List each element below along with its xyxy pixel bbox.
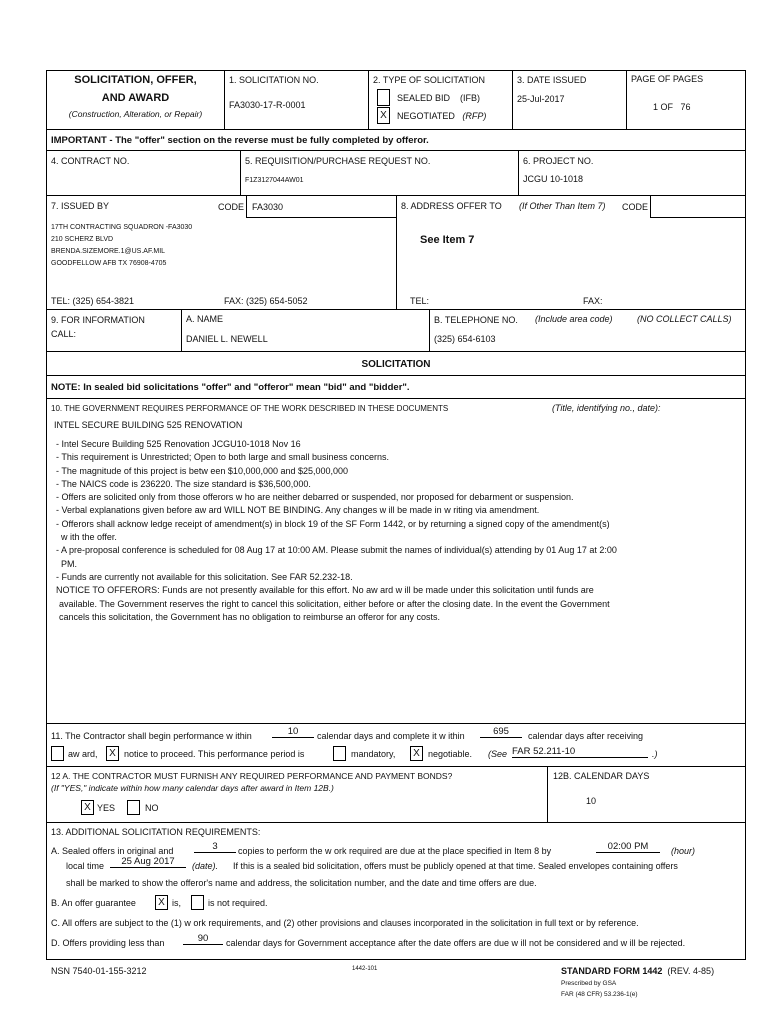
info-call-label: CALL:	[51, 329, 77, 339]
description-line: - A pre-proposal conference is scheduled for 08 Aug 17 at 10:00 AM. Please submit the names of individual(s) attending by 01 Aug 17 at 2:00	[56, 545, 617, 556]
solicitation-heading: SOLICITATION	[361, 359, 431, 370]
project-no[interactable]: JCGU 10-1018	[523, 174, 584, 184]
item13c-text: C. All offers are subject to the (1) w ork requirements, and (2) other provisions and clauses incorporated in the solicitation in full text or by reference.	[51, 918, 639, 928]
standard-form-name: STANDARD FORM 1442	[561, 966, 663, 976]
description-line: available. The Government reserves the right to cancel this solicitation, either before or after the closing date. In the event the Government	[59, 598, 610, 609]
description-line: - Intel Secure Building 525 Renovation JCGU10-1018 Nov 16	[56, 439, 301, 449]
item12b-label: 12B. CALENDAR DAYS	[553, 771, 650, 781]
date-issued[interactable]: 25-Jul-2017	[517, 94, 565, 104]
info-no-collect: (NO COLLECT CALLS)	[637, 314, 732, 324]
solicitation-no[interactable]: FA3030-17-R-0001	[229, 100, 306, 110]
issued-by-address	[51, 222, 192, 270]
begin-days[interactable]: 10	[272, 726, 314, 738]
negotiable-label: negotiable.	[428, 749, 473, 759]
ntp-label: notice to proceed. This performance period is	[124, 749, 305, 759]
item12a-hint: (If "YES," indicate within how many calendar days after award in Item 12B.)	[51, 783, 334, 793]
description-line: - Verbal explanations given before aw ard WILL NOT BE BINDING. Any changes w ill be made in w riting via amendment.	[56, 505, 540, 516]
page-of-pages: 1 OF 76	[653, 102, 691, 112]
guarantee-is-label: is,	[172, 898, 181, 908]
ntp-checkbox[interactable]: X	[106, 746, 119, 761]
form-title-line2: AND AWARD	[101, 92, 170, 104]
item10-title: INTEL SECURE BUILDING 525 RENOVATION	[54, 420, 243, 430]
info-phone-hint: (Include area code)	[535, 314, 613, 324]
sealed-bid-ifb: (IFB)	[460, 93, 481, 103]
negotiated-text: NEGOTIATED	[397, 111, 455, 121]
description-line: - The magnitude of this project is betw een $10,000,000 and $25,000,000	[56, 465, 349, 476]
item11-text-b: calendar days and complete it w ithin	[317, 731, 465, 741]
date-issued-label: 3. DATE ISSUED	[517, 75, 587, 85]
standard-form	[561, 966, 714, 976]
sealed-bid-label	[397, 93, 480, 103]
sealed-bid-note: NOTE: In sealed bid solicitations "offer" and "offeror" mean "bid" and "bidder".	[51, 382, 410, 393]
offer-to-hint: (If Other Than Item 7)	[519, 201, 606, 211]
award-checkbox[interactable]	[51, 746, 64, 761]
address-line: 210 SCHERZ BLVD	[51, 236, 114, 243]
negotiated-checkbox[interactable]: X	[377, 107, 390, 124]
far-reference[interactable]: FAR 52.211-10	[512, 746, 648, 758]
issued-by-tel: TEL: (325) 654-3821	[51, 296, 135, 306]
sealed-bid-text: SEALED BID	[397, 93, 451, 103]
standard-form-rev: (REV. 4-85)	[667, 966, 715, 976]
negotiated-rfp: (RFP)	[462, 111, 487, 121]
item10-label: 10. THE GOVERNMENT REQUIRES PERFORMANCE OF THE WORK DESCRIBED IN THESE DOCUMENTS	[51, 404, 449, 413]
project-no-label: 6. PROJECT NO.	[523, 156, 594, 166]
item13d-text1: D. Offers providing less than	[51, 938, 165, 948]
form-title-line1: SOLICITATION, OFFER,	[74, 74, 197, 86]
requisition-label: 5. REQUISITION/PURCHASE REQUEST NO.	[245, 156, 431, 166]
item13a-text4: shall be marked to show the offeror's name and address, the solicitation number, and the date and time offers are due.	[66, 878, 537, 888]
description-line: NOTICE TO OFFERORS: Funds are not presently available for this effort. No aw ard w ill be made under this solicitation until funds are	[56, 585, 594, 596]
offer-to-tel: TEL:	[410, 296, 430, 306]
description-line: w ith the offer.	[56, 532, 117, 543]
info-name-label: A. NAME	[186, 314, 224, 324]
address-line: BRENDA.SIZEMORE.1@US.AF.MIL	[51, 248, 166, 255]
offer-to-fax: FAX:	[583, 296, 603, 306]
info-phone-label: B. TELEPHONE NO.	[434, 315, 518, 325]
complete-days[interactable]: 695	[480, 726, 522, 738]
page-of-pages-label: PAGE OF PAGES	[631, 74, 704, 84]
see-label: (See	[488, 749, 508, 759]
description-line: - Offers are solicited only from those offerors w ho are neither debarred or suspended, nor proposed for debarment or suspension.	[56, 492, 574, 503]
calendar-days[interactable]: 10	[586, 796, 597, 806]
bonds-yes-label: YES	[97, 803, 116, 813]
item13-label: 13. ADDITIONAL SOLICITATION REQUIREMENTS:	[51, 827, 261, 837]
description-line: - This requirement is Unrestricted; Open to both large and small business concerns.	[56, 452, 389, 463]
mandatory-label: mandatory,	[351, 749, 396, 759]
offer-due-time[interactable]: 02:00 PM	[596, 841, 660, 853]
address-line: GOODFELLOW AFB TX 76908-4705	[51, 260, 167, 267]
guarantee-is-checkbox[interactable]: X	[155, 895, 168, 910]
award-label: aw ard,	[68, 749, 98, 759]
bonds-no-checkbox[interactable]	[127, 800, 140, 815]
nsn-number: NSN 7540-01-155-3212	[51, 966, 147, 976]
requisition-no[interactable]: F1Z3127044AW01	[245, 177, 304, 184]
guarantee-not-label: is not required.	[208, 898, 268, 908]
item13a-text3: If this is a sealed bid solicitation, offers must be publicly opened at that time. Sealed envelopes containing offers	[233, 861, 678, 871]
issued-by-fax: FAX: (325) 654-5052	[224, 296, 308, 306]
info-label: 9. FOR INFORMATION	[51, 315, 145, 325]
item11-text-c: calendar days after receiving	[528, 731, 644, 741]
local-time-label: local time	[66, 861, 105, 871]
offer-due-date[interactable]: 25 Aug 2017	[110, 856, 186, 868]
item13b-text: B. An offer guarantee	[51, 898, 136, 908]
acceptance-days[interactable]: 90	[183, 933, 223, 945]
item12a-label: 12 A. THE CONTRACTOR MUST FURNISH ANY REQUIRED PERFORMANCE AND PAYMENT BONDS?	[51, 771, 453, 781]
description-line: cancels this solicitation, the Government has no obligation to reimburse an offeror for any costs.	[59, 611, 441, 622]
contract-no-label: 4. CONTRACT NO.	[51, 156, 130, 166]
hour-hint: (hour)	[671, 846, 696, 856]
negotiable-checkbox[interactable]: X	[410, 746, 423, 761]
see-end: .)	[652, 749, 658, 759]
negotiated-label	[397, 111, 486, 121]
sealed-offer-copies[interactable]: 3	[194, 841, 236, 853]
solicitation-no-label: 1. SOLICITATION NO.	[229, 75, 319, 85]
far-citation: FAR (48 CFR) 53.236-1(e)	[561, 991, 638, 998]
item10-hint: (Title, identifying no., date):	[552, 403, 661, 413]
description-line: - Offerors shall acknow ledge receipt of amendment(s) in block 19 of the SF Form 1442, or by returning a signed copy of the amendment(s)	[56, 518, 610, 529]
item13d-text2: calendar days for Government acceptance after the date offers are due w ill not be considered and w ill be rejected.	[226, 938, 686, 948]
mandatory-checkbox[interactable]	[333, 746, 346, 761]
item11-text-a: 11. The Contractor shall begin performance w ithin	[51, 731, 252, 741]
type-of-solicitation-label: 2. TYPE OF SOLICITATION	[373, 75, 486, 85]
form-code: 1442-101	[352, 966, 378, 972]
sealed-bid-checkbox[interactable]	[377, 89, 390, 106]
info-phone[interactable]: (325) 654-6103	[434, 334, 496, 344]
date-hint: (date).	[192, 861, 219, 871]
description-line: - Funds are currently not available for this solicitation. See FAR 52.232-18.	[56, 571, 353, 582]
item13a-text1: A. Sealed offers in original and	[51, 846, 174, 856]
item10-description	[56, 438, 617, 624]
item13a-text2: copies to perform the w ork required are due at the place specified in Item 8 by	[238, 846, 552, 856]
issued-by-label: 7. ISSUED BY	[51, 201, 110, 211]
issued-by-code[interactable]: FA3030	[252, 202, 284, 212]
offer-to-label: 8. ADDRESS OFFER TO	[401, 201, 502, 211]
description-line: - The NAICS code is 236220. The size standard is $36,500,000.	[56, 478, 311, 489]
guarantee-not-checkbox[interactable]	[191, 895, 204, 910]
info-name[interactable]: DANIEL L. NEWELL	[186, 334, 268, 344]
bonds-no-label: NO	[145, 803, 159, 813]
address-line: 17TH CONTRACTING SQUADRON -FA3030	[51, 224, 193, 231]
bonds-yes-checkbox[interactable]: X	[81, 800, 94, 815]
issued-by-code-label: CODE	[218, 202, 245, 212]
see-item-7: See Item 7	[420, 234, 475, 246]
important-notice: IMPORTANT - The "offer" section on the reverse must be fully completed by offeror.	[51, 135, 429, 146]
offer-to-code-label: CODE	[622, 202, 649, 212]
form-title-line3: (Construction, Alteration, or Repair)	[68, 109, 203, 119]
description-line: PM.	[56, 558, 78, 569]
prescribed-by: Prescribed by GSA	[561, 980, 617, 987]
